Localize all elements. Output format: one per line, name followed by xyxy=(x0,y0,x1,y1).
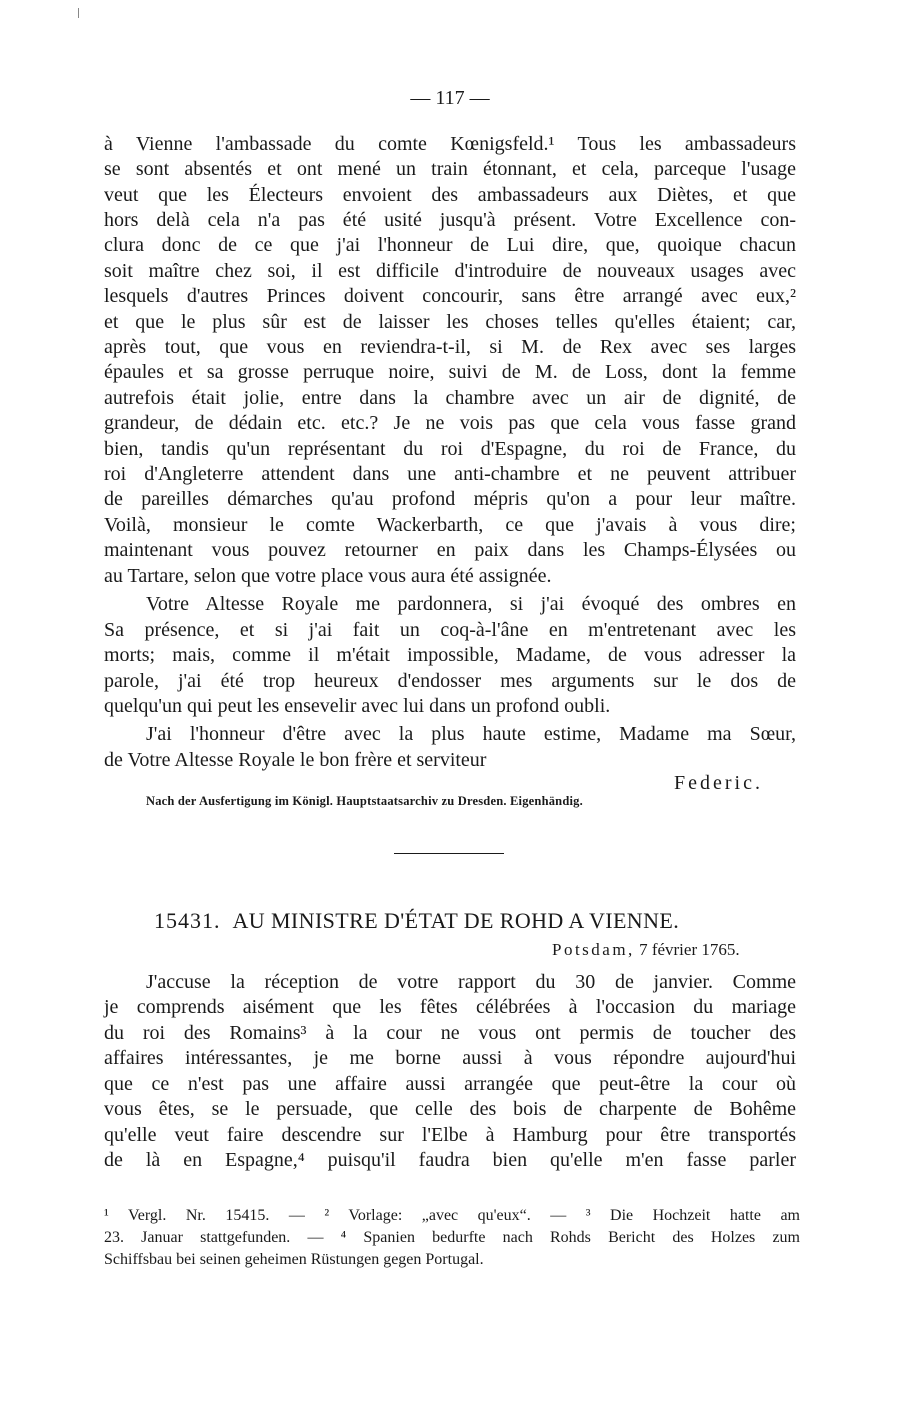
signature: Federic. xyxy=(674,772,763,794)
text-line: bien, tandis qu'un représentant du roi d'Espagne, du roi de France, du xyxy=(104,438,796,460)
text-line: Votre Altesse Royale me pardonnera, si j'ai évoqué des ombres en xyxy=(146,593,796,615)
text-line: je comprends aisément que les fêtes célébrées à l'occasion du mariage xyxy=(104,996,796,1018)
text-line: au Tartare, selon que votre place vous aura été assignée. xyxy=(104,565,552,587)
page-number: — 117 — xyxy=(410,87,490,109)
source-note: Nach der Ausfertigung im Königl. Hauptstaatsarchiv zu Dresden. Eigenhändig. xyxy=(146,794,583,808)
text-line: à Vienne l'ambassade du comte Kœnigsfeld.¹ Tous les ambassadeurs xyxy=(104,133,796,155)
section-divider xyxy=(394,853,504,854)
text-line: roi d'Angleterre attendent dans une anti-chambre et ne peuvent attribuer xyxy=(104,463,796,485)
place: Potsdam, xyxy=(552,940,635,959)
text-line: qu'elle veut faire descendre sur l'Elbe à Hamburg pour être transportés xyxy=(104,1124,796,1146)
text-line: de pareilles démarches qu'au profond mépris qu'on a pour leur maître. xyxy=(104,488,796,510)
text-line: après tout, que vous en reviendra-t-il, si M. de Rex avec ses larges xyxy=(104,336,796,358)
text-line: parole, j'ai été trop heureux d'endosser mes arguments sur le dos de xyxy=(104,670,796,692)
text-line: vous êtes, se le persuade, que celle des bois de charpente de Bohême xyxy=(104,1098,796,1120)
text-line: morts; mais, comme il m'était impossible, Madame, de vous adresser la xyxy=(104,644,796,666)
text-line: de Votre Altesse Royale le bon frère et serviteur xyxy=(104,749,487,771)
footnote-line: 23. Januar stattgefunden. — ⁴ Spanien bedurfte nach Rohds Bericht des Holzes zum xyxy=(104,1229,800,1246)
footnote-line: ¹ Vergl. Nr. 15415. — ² Vorlage: „avec qu'eux“. — ³ Die Hochzeit hatte am xyxy=(104,1207,800,1224)
text-line: hors delà cela n'a pas été usité jusqu'à présent. Votre Excellence con- xyxy=(104,209,796,231)
scan-mark xyxy=(78,8,79,18)
date: 7 février 1765. xyxy=(639,940,740,959)
text-line: veut que les Électeurs envoient des ambassadeurs aux Diètes, et que xyxy=(104,184,796,206)
text-line: J'accuse la réception de votre rapport du 30 de janvier. Comme xyxy=(146,971,796,993)
footnote-line: Schiffsbau bei seinen geheimen Rüstungen gegen Portugal. xyxy=(104,1251,484,1268)
text-line: Voilà, monsieur le comte Wackerbarth, ce que j'avais à vous dire; xyxy=(104,514,796,536)
text-line: clura donc de ce que j'ai l'honneur de Lui dire, que, quoique chacun xyxy=(104,234,796,256)
text-line: quelqu'un qui peut les ensevelir avec lui dans un profond oubli. xyxy=(104,695,611,717)
letter-heading xyxy=(154,908,679,934)
text-line: Sa présence, et si j'ai fait un coq-à-l'âne en m'entretenant avec les xyxy=(104,619,796,641)
text-line: grandeur, de dédain etc. etc.? Je ne vois pas que cela vous fasse grand xyxy=(104,412,796,434)
text-line: se sont absentés et ont mené un train étonnant, et cela, parceque l'usage xyxy=(104,158,796,180)
text-line: et que le plus sûr est de laisser les choses telles qu'elles étaient; car, xyxy=(104,311,796,333)
text-line: de là en Espagne,⁴ puisqu'il faudra bien qu'elle m'en fasse parler xyxy=(104,1149,796,1171)
text-line: maintenant vous pouvez retourner en paix dans les Champs-Élysées ou xyxy=(104,539,796,561)
text-line: autrefois était jolie, entre dans la chambre avec un air de dignité, de xyxy=(104,387,796,409)
text-line: du roi des Romains³ à la cour ne vous ont permis de toucher des xyxy=(104,1022,796,1044)
text-line: épaules et sa grosse perruque noire, suivi de M. de Loss, dont la femme xyxy=(104,361,796,383)
letter-title: AU MINISTRE D'ÉTAT DE ROHD A VIENNE. xyxy=(232,908,680,933)
text-line: que ce n'est pas une affaire aussi arrangée que peut-être la cour où xyxy=(104,1073,796,1095)
text-line: soit maître chez soi, il est difficile d'introduire de nouveaux usages avec xyxy=(104,260,796,282)
text-line: affaires intéressantes, je me borne aussi à vous répondre aujourd'hui xyxy=(104,1047,796,1069)
letter-number: 15431. xyxy=(154,908,221,933)
text-line: J'ai l'honneur d'être avec la plus haute estime, Madame ma Sœur, xyxy=(146,723,796,745)
text-line: lesquels d'autres Princes doivent concourir, sans être arrangé avec eux,² xyxy=(104,285,796,307)
place-date xyxy=(552,940,740,960)
